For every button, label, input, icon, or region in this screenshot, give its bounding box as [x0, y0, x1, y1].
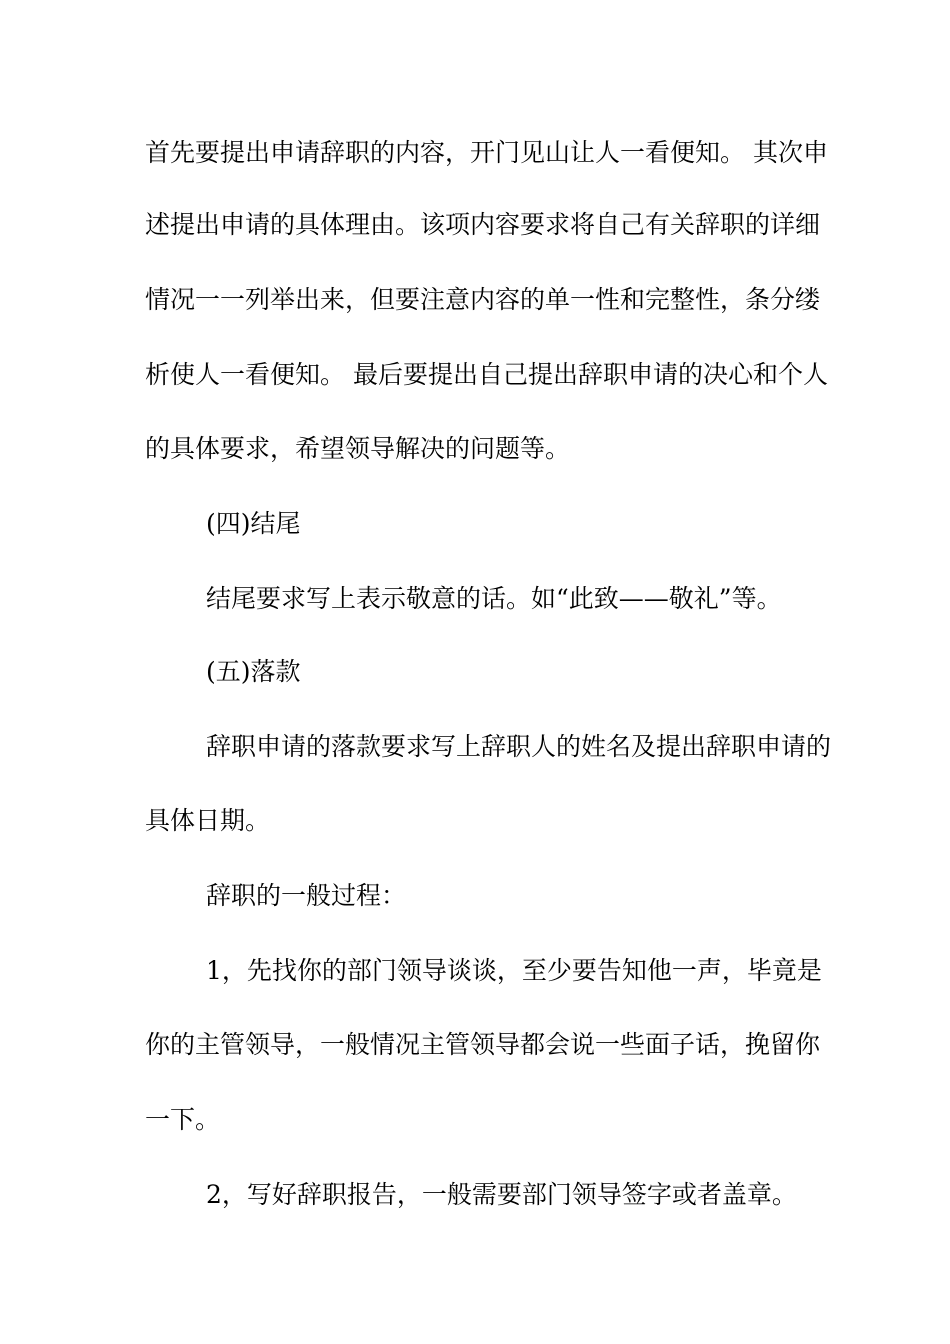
list-item-line: 你的主管领导，一般情况主管领导都会说一些面子话，挽留你 [145, 1030, 821, 1059]
paragraph-line: 的具体要求，希望领导解决的问题等。 [145, 434, 571, 463]
paragraph-line: 析使人一看便知。 最后要提出自己提出辞职申请的决心和个人 [145, 360, 828, 389]
paragraph-line: 具体日期。 [145, 806, 271, 835]
paragraph-line: 首先要提出申请辞职的内容，开门见山让人一看便知。 其次申 [145, 138, 828, 167]
section-heading-ending: (四)结尾 [206, 509, 301, 538]
paragraph-line: 辞职申请的落款要求写上辞职人的姓名及提出辞职申请的 [206, 732, 832, 761]
list-item-line: 1，先找你的部门领导谈谈，至少要告知他一声，毕竟是 [206, 956, 822, 985]
paragraph-line: 结尾要求写上表示敬意的话。如“此致——敬礼”等。 [206, 584, 782, 613]
list-item-line: 2，写好辞职报告，一般需要部门领导签字或者盖章。 [206, 1180, 797, 1209]
paragraph-line: 述提出申请的具体理由。该项内容要求将自己有关辞职的详细 [145, 210, 821, 239]
paragraph-line: 辞职的一般过程： [206, 881, 407, 910]
list-item-line: 一下。 [145, 1105, 221, 1134]
paragraph-line: 情况一一列举出来，但要注意内容的单一性和完整性，条分缕 [145, 285, 821, 314]
section-heading-signature: (五)落款 [206, 657, 301, 686]
